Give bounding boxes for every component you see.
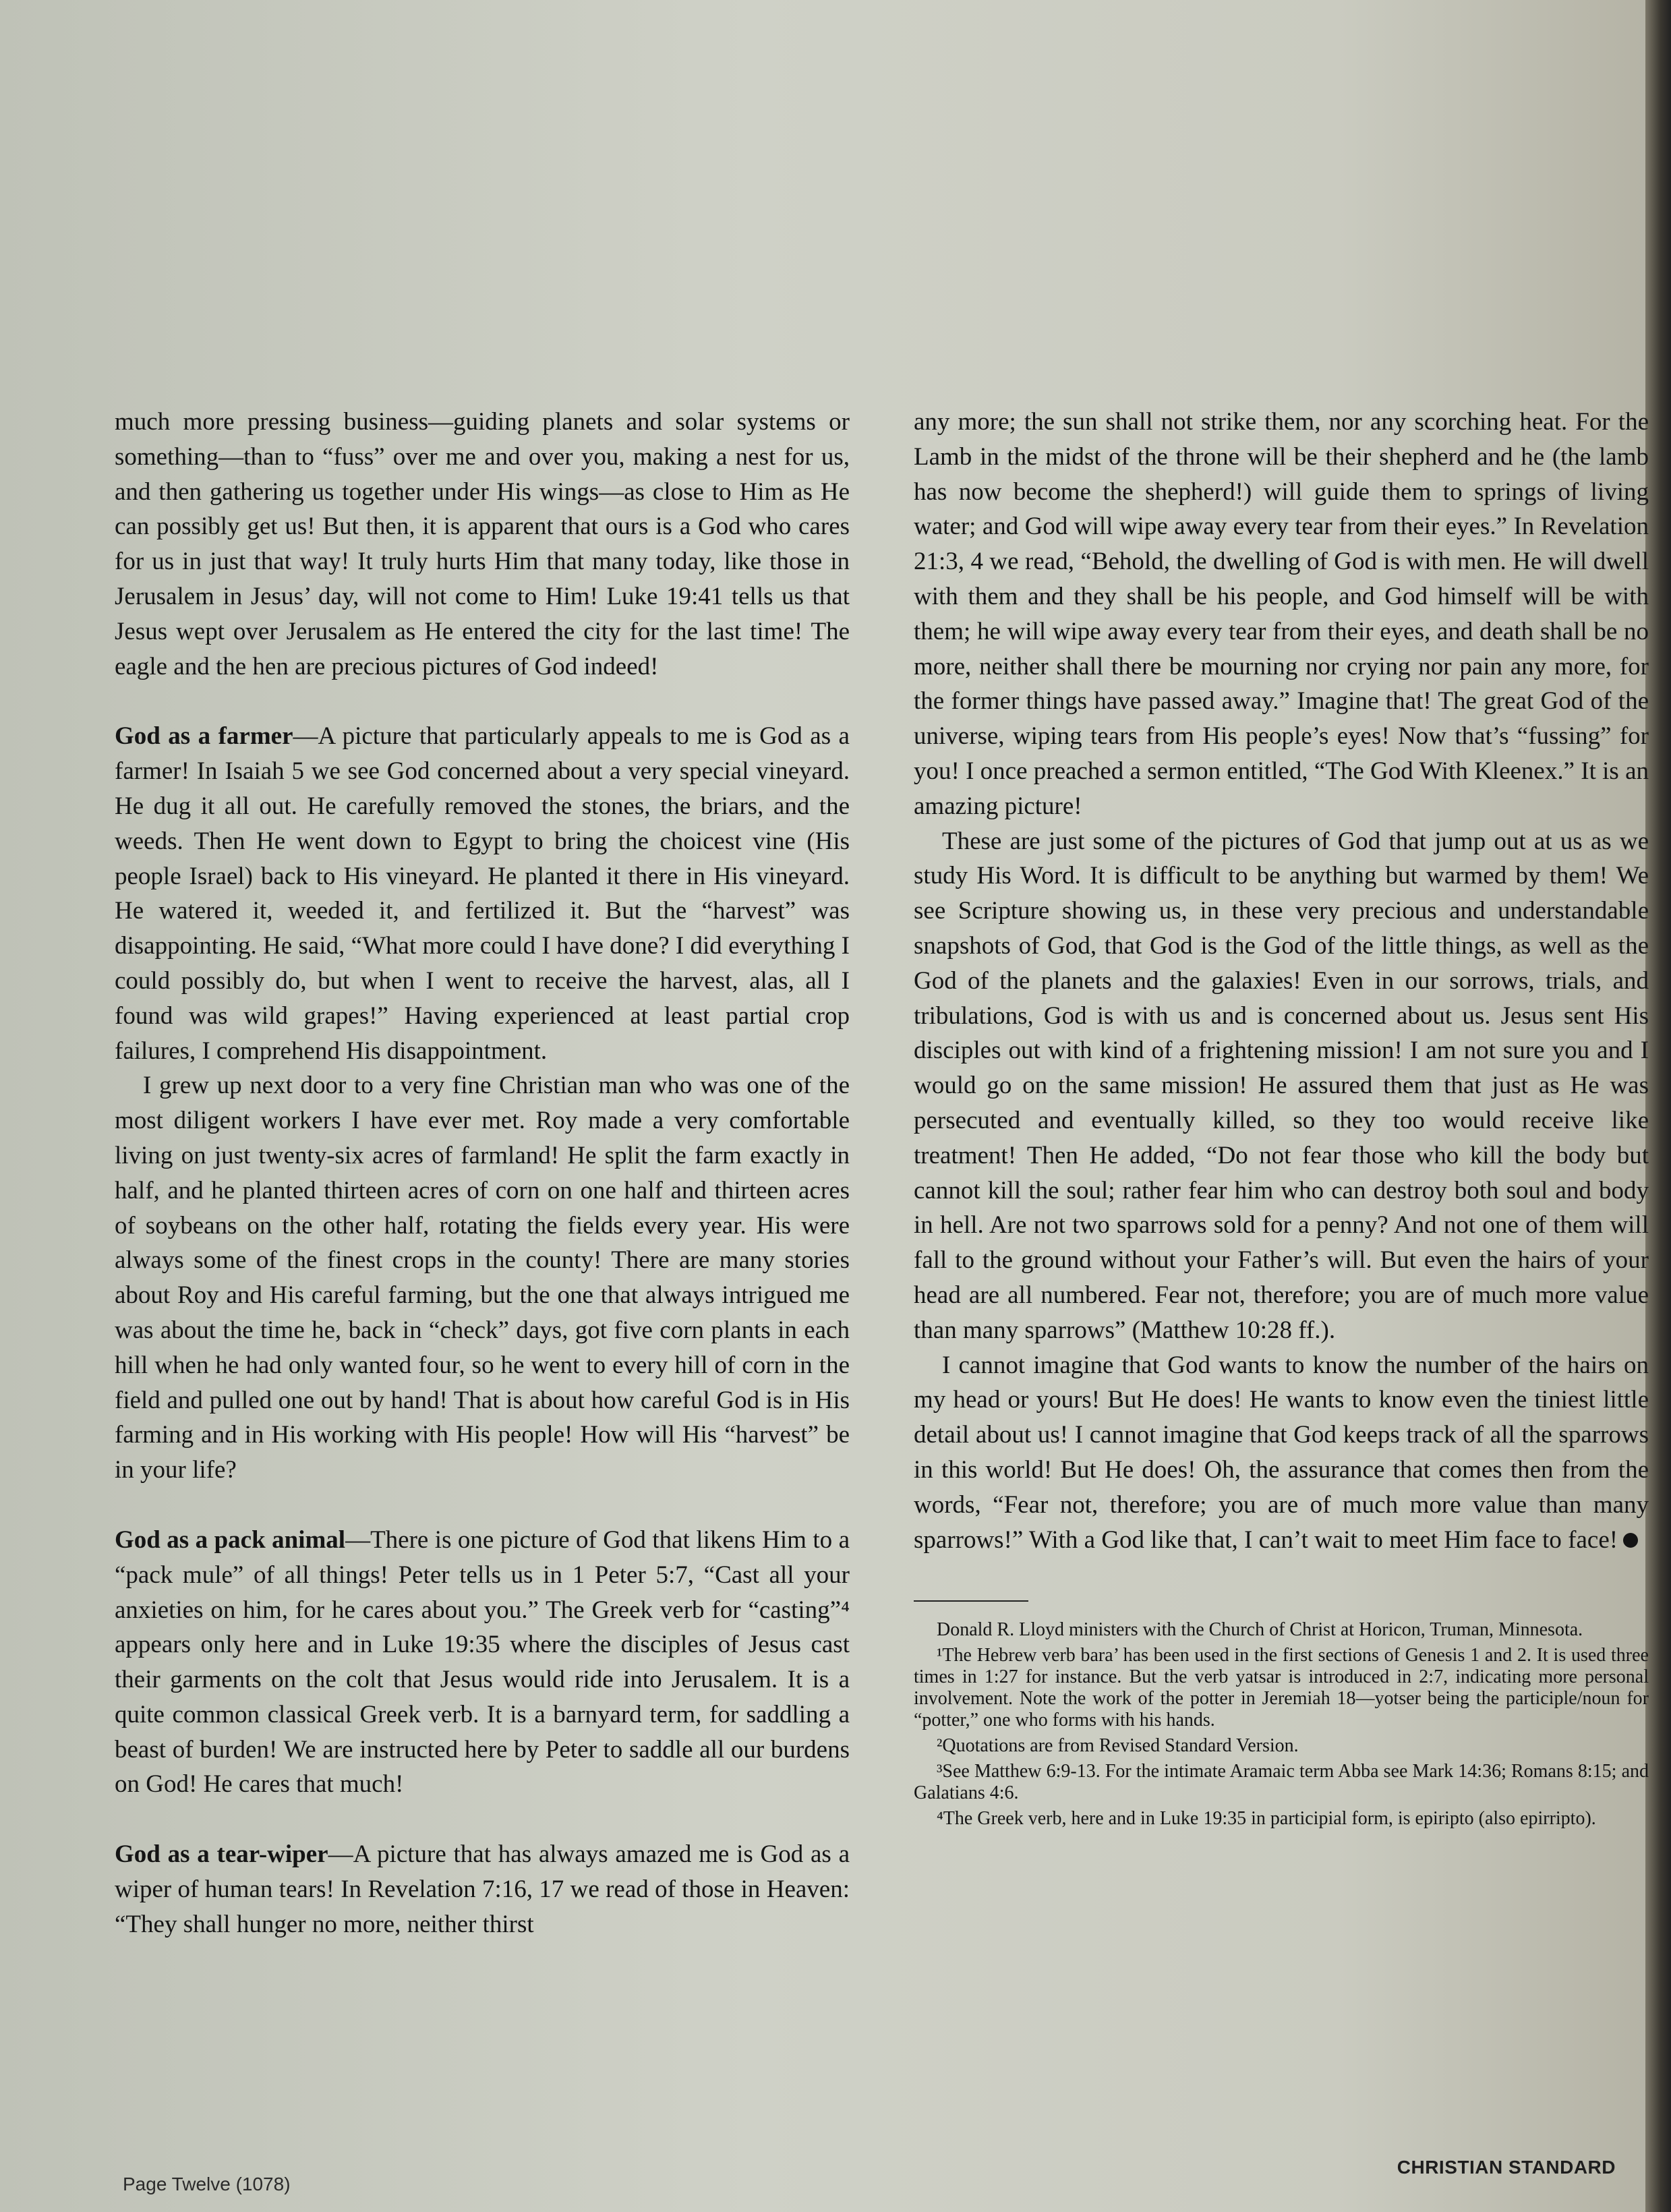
paragraph-text: much more pressing business—guiding planets and solar systems or something—than to “fuss” over me and over you, making a nest for us, and then gathering us together under His wings—as close to Him as He can possibly get us! But then, it is apparent that ours is a God who cares for us in just that way! It truly hurts Him that many today, like those in Jerusalem in Jesus’ day, will not come to Him! Luke 19:41 tells us that Jesus wept over Jerusalem as He entered the city for the last time! The eagle and the hen are precious pictures of God indeed!: [115, 408, 850, 680]
publication-name: CHRISTIAN STANDARD: [1397, 2157, 1616, 2178]
paragraph: [914, 824, 1649, 1348]
footnote-rule: [914, 1600, 1028, 1602]
paragraph-text: any more; the sun shall not strike them, nor any scorching heat. For the Lamb in the midst of the throne will be their shepherd and he (the lamb has now become the shepherd!) will guide them to springs of living water; and God will wipe away every tear from their eyes.” In Revelation 21:3, 4 we read, “Behold, the dwelling of God is with men. He will dwell with them and they shall be his people, and God himself will be with them; he will wipe away every tear from their eyes, and death shall be no more, neither shall there be mourning nor crying nor pain any more, for the former things have passed away.” Imagine that! The great God of the universe, wiping tears from His people’s eyes! Now that’s “fussing” for you! I once preached a sermon entitled, “The God With Kleenex.” It is an amazing picture!: [914, 408, 1649, 820]
paragraph-tear-wiper: [115, 1837, 850, 1942]
paragraph-text: These are just some of the pictures of God that jump out at us as we study His Word. It is difficult to be anything but warmed by them! We see Scripture showing us, in these very precious and understandable snapshots of God, that God is the God of the little things, as well as the God of the planets and the galaxies! Even in our sorrows, trials, and tribulations, God is with us and is concerned about us. Jesus sent His disciples out with kind of a frightening mission! I am not sure you and I would go on the same mission! He assured them that just as He was persecuted and eventually killed, so they too would receive like treatment! Then He added, “Do not fear those who kill the body but cannot kill the soul; rather fear him who can destroy both soul and body in hell. Are not two sparrows sold for a penny? And not one of them will fall to the ground without your Father’s will. But even the hairs of your head are all numbered. Fear not, therefore; you are of much more value than many sparrows” (Matthew 10:28 ff.).: [914, 827, 1649, 1344]
page-number: Page Twelve (1078): [123, 2174, 291, 2194]
footnote: ¹The Hebrew verb bara’ has been used in the first sections of Genesis 1 and 2. It is used three times in 1:27 for instance. But the verb yatsar is introduced in 2:7, indicating more personal involvement. Note the work of the potter in Jeremiah 18—yotser being the participle/noun for “potter,” one who forms with his hands.: [914, 1645, 1649, 1731]
end-of-article-bullet-icon: [1623, 1533, 1638, 1548]
paragraph: [115, 405, 850, 684]
paragraph-text: I grew up next door to a very fine Christian man who was one of the most diligent workers I have ever met. Roy made a very comfortable living on just twenty-six acres of farmland! He split the farm exactly in half, and he planted thirteen acres of corn on one half and thirteen acres of soybeans on the other half, rotating the fields every year. His were always some of the finest crops in the county! There are many stories about Roy and His careful farming, but the one that always intrigued me was about the time he, back in “check” days, got five corn plants in each hill when he had only wanted four, so he went to every hill of corn in the field and pulled one out by hand! That is about how careful God is in His farming and in His working with His people! How will His “harvest” be in your life?: [115, 1072, 850, 1484]
author-note: Donald R. Lloyd ministers with the Church of Christ at Horicon, Truman, Minnesota.: [937, 1619, 1583, 1641]
paragraph: [914, 405, 1649, 824]
paragraph-text: I cannot imagine that God wants to know the number of the hairs on my head or yours! But He does! He wants to know even the tiniest little detail about us! I cannot imagine that God keeps track of all the sparrows in this world! But He does! Oh, the assurance that comes then from the words, “Fear not, therefore; you are of much more value than many sparrows!” With a God like that, I can’t wait to meet Him face to face!: [914, 1351, 1649, 1554]
paragraph-text: —A picture that has always amazed me is God as a wiper of human tears! In Revelation 7:16, 17 we read of those in Heaven: “They shall hunger no more, neither thirst: [115, 1840, 850, 1938]
left-column: [115, 405, 850, 1942]
footnotes: [914, 1619, 1649, 1830]
paragraph-pack-animal: [115, 1523, 850, 1802]
footnote: ³See Matthew 6:9-13. For the intimate Aramaic term Abba see Mark 14:36; Romans 8:15; and Galatians 4:6.: [914, 1761, 1649, 1804]
paragraph: [914, 1348, 1649, 1558]
section-heading: God as a pack animal: [115, 1525, 346, 1554]
paragraph-farmer: [115, 719, 850, 1068]
paragraph-text: —There is one picture of God that likens Him to a “pack mule” of all things! Peter tells us in 1 Peter 5:7, “Cast all your anxieties on him, for he cares about you.” The Greek verb for “casting”⁴ appears only here and in Luke 19:35 where the disciples of Jesus cast their garments on the colt that Jesus would ride into Jerusalem. It is a quite common classical Greek verb. It is a barnyard term, for saddling a beast of burden! We are instructed here by Peter to saddle all our burdens on God! He cares that much!: [115, 1525, 850, 1799]
paragraph-text: —A picture that particularly appeals to me is God as a farmer! In Isaiah 5 we see God concerned about a very special vineyard. He dug it all out. He carefully removed the stones, the briars, and the weeds. Then He went down to Egypt to bring the choicest vine (His people Israel) back to His vineyard. He planted it there in His vineyard. He watered it, weeded it, and fertilized it. But the “harvest” was disappointing. He said, “What more could I have done? I did everything I could possibly do, but when I went to receive the harvest, alas, all I found was wild grapes!” Having experienced at least partial crop failures, I comprehend His disappointment.: [115, 722, 850, 1065]
page-binding-edge: [1645, 0, 1671, 2212]
footnote: ⁴The Greek verb, here and in Luke 19:35 in participial form, is epiripto (also epirripto).: [937, 1808, 1596, 1830]
right-column: [914, 405, 1649, 1834]
section-heading: God as a farmer: [115, 722, 293, 751]
footnote: ²Quotations are from Revised Standard Version.: [937, 1735, 1299, 1757]
paragraph: [115, 1068, 850, 1488]
section-heading: God as a tear-wiper: [115, 1840, 328, 1869]
